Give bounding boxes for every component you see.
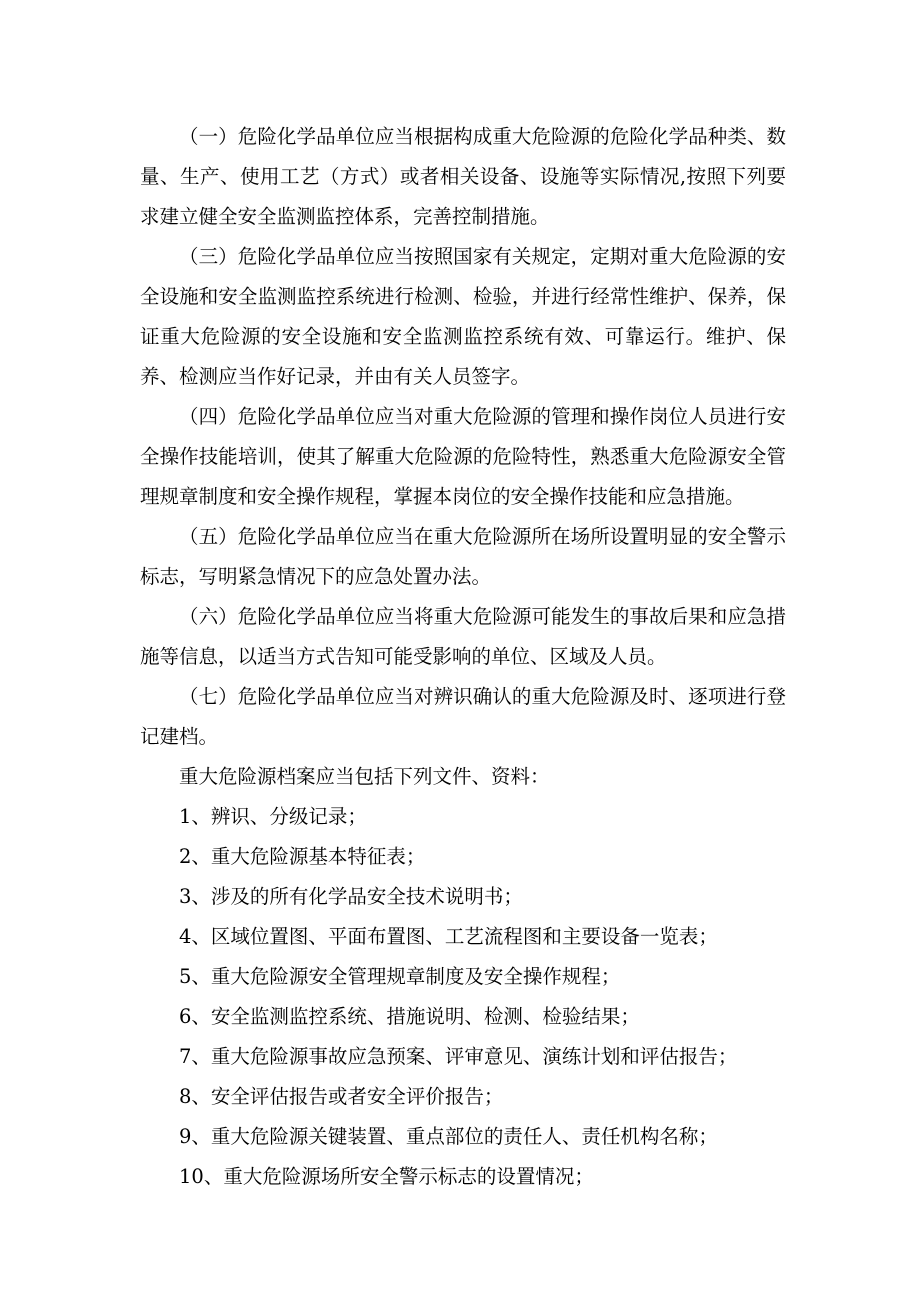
list-item: 10、重大危险源场所安全警示标志的设置情况； xyxy=(179,1165,594,1188)
paragraph-warning-signs: （五）危险化学品单位应当在重大危险源所在场所设置明显的安全警示标志，写明紧急情况下的应急处置办法。 xyxy=(140,525,786,588)
paragraph-monitoring-system: （一）危险化学品单位应当根据构成重大危险源的危险化学品种类、数量、生产、使用工艺（方式）或者相关设备、设施等实际情况,按照下列要求建立健全安全监测监控体系，完善控制措施。 xyxy=(140,125,786,228)
paragraph-registration: （七）危险化学品单位应当对辨识确认的重大危险源及时、逐项进行登记建档。 xyxy=(140,685,786,748)
list-item: 2、重大危险源基本特征表； xyxy=(179,845,426,868)
list-item: 4、区域位置图、平面布置图、工艺流程图和主要设备一览表； xyxy=(179,925,718,948)
list-item: 8、安全评估报告或者安全评价报告； xyxy=(179,1085,504,1108)
paragraph-information-notice: （六）危险化学品单位应当将重大危险源可能发生的事故后果和应急措施等信息，以适当方式告知可能受影响的单位、区域及人员。 xyxy=(140,605,786,668)
paragraph-staff-training: （四）危险化学品单位应当对重大危险源的管理和操作岗位人员进行安全操作技能培训，使其了解重大危险源的危险特性，熟悉重大危险源安全管理规章制度和安全操作规程，掌握本岗位的安全操作技能和应急措施。 xyxy=(140,405,786,508)
list-item: 9、重大危险源关键装置、重点部位的责任人、责任机构名称； xyxy=(179,1125,718,1148)
document-page xyxy=(140,117,786,1197)
paragraph-periodic-inspection: （三）危险化学品单位应当按照国家有关规定，定期对重大危险源的安全设施和安全监测监控系统进行检测、检验，并进行经常性维护、保养，保证重大危险源的安全设施和安全监测监控系统有效、可靠运行。维护、保养、检测应当作好记录，并由有关人员签字。 xyxy=(140,245,786,388)
list-item: 5、重大危险源安全管理规章制度及安全操作规程； xyxy=(179,965,621,988)
paragraph-archive-intro: 重大危险源档案应当包括下列文件、资料： xyxy=(179,765,550,788)
list-item: 3、涉及的所有化学品安全技术说明书； xyxy=(179,885,523,908)
list-item: 6、安全监测监控系统、措施说明、检测、检验结果； xyxy=(179,1005,640,1028)
list-item: 1、辨识、分级记录； xyxy=(179,805,367,828)
list-item: 7、重大危险源事故应急预案、评审意见、演练计划和评估报告； xyxy=(179,1045,738,1068)
